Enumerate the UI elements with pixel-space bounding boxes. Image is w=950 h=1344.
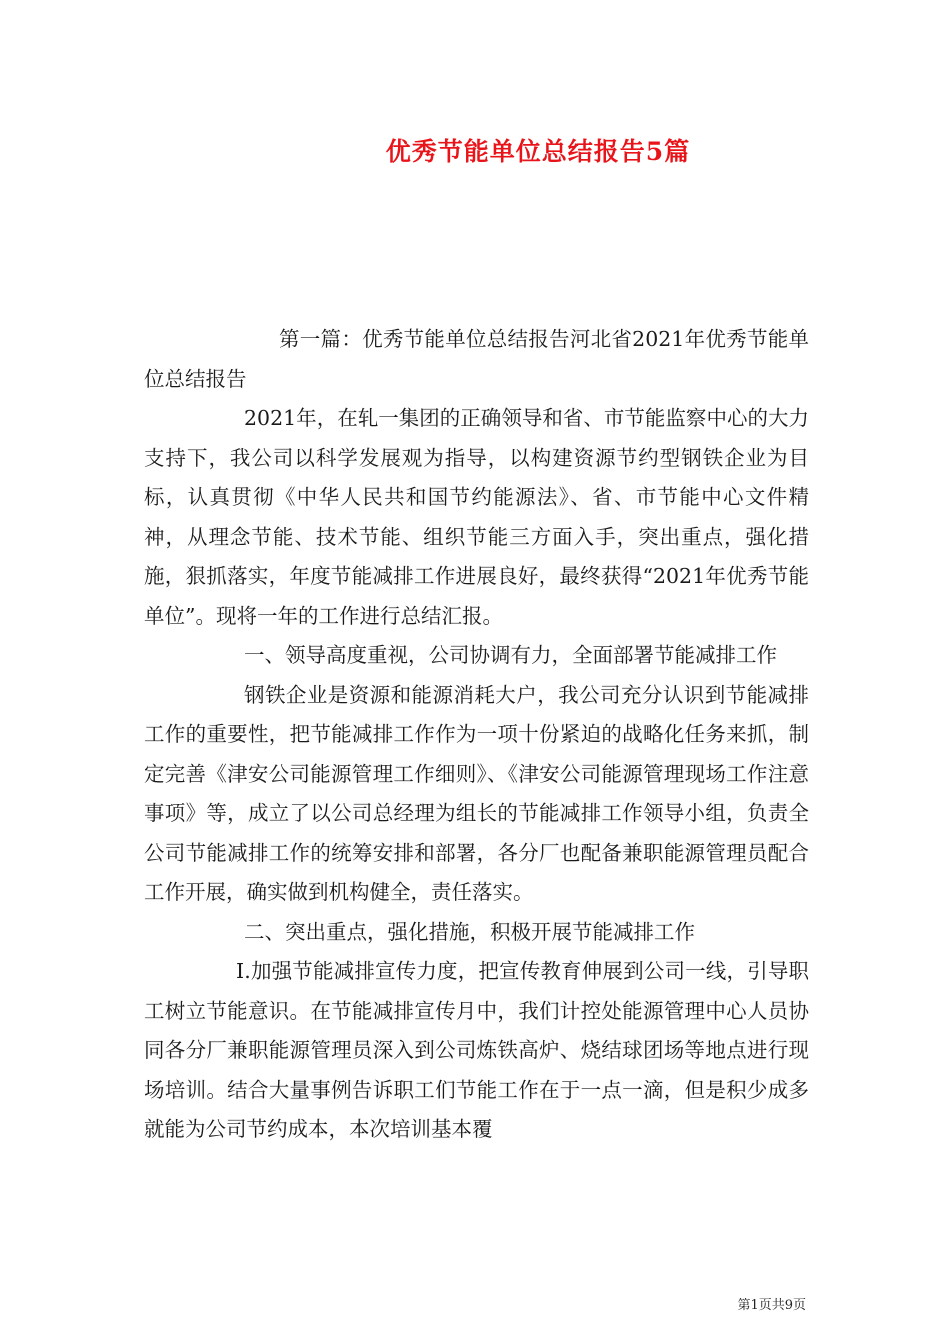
paragraph-heading-one: 一、领导高度重视，公司协调有力，全面部署节能减排工作 [244,643,777,667]
paragraph: 钢铁企业是资源和能源消耗大户，我公司充分认识到节能减排工作的重要性，把节能减排工作作为一项十份紧迫的战略化任务来抓，制定完善《津安公司能源管理工作细则》、《津安公司能源管理现场工作注意事项》等，成立了以公司总经理为组长的节能减排工作领导小组，负责全公司节能减排工作的统筹安排和部署，各分厂也配备兼职能源管理员配合工作开展，确实做到机构健全，责任落实。 [144,682,809,904]
paragraph-section-heading: 第一篇：优秀节能单位总结报告河北省2021年优秀节能单位总结报告 [144,327,809,391]
paragraph: 2021年，在轧一集团的正确领导和省、市节能监察中心的大力支持下，我公司以科学发展观为指导，以构建资源节约型钢铁企业为目标，认真贯彻《中华人民共和国节约能源法》、省、市节能中心文件精神，从理念节能、技术节能、组织节能三方面入手，突出重点，强化措施，狠抓落实，年度节能减排工作进展良好，最终获得“2021年优秀节能单位”。现将一年的工作进行总结汇报。 [144,406,809,628]
paragraph: Ⅰ.加强节能减排宣传力度，把宣传教育伸展到公司一线，引导职工树立节能意识。在节能减排宣传月中，我们计控处能源管理中心人员协同各分厂兼职能源管理员深入到公司炼铁高炉、烧结球团场等地点进行现场培训。结合大量事例告诉职工们节能工作在于一点一滴，但是积少成多就能为公司节约成本，本次培训基本覆 [144,959,809,1141]
page-footer: 第1页共9页 [737,1298,806,1313]
document-body [144,320,809,1150]
document-title: 优秀节能单位总结报告5篇 [385,137,691,166]
paragraph-heading-two: 二、突出重点，强化措施，积极开展节能减排工作 [244,919,695,944]
